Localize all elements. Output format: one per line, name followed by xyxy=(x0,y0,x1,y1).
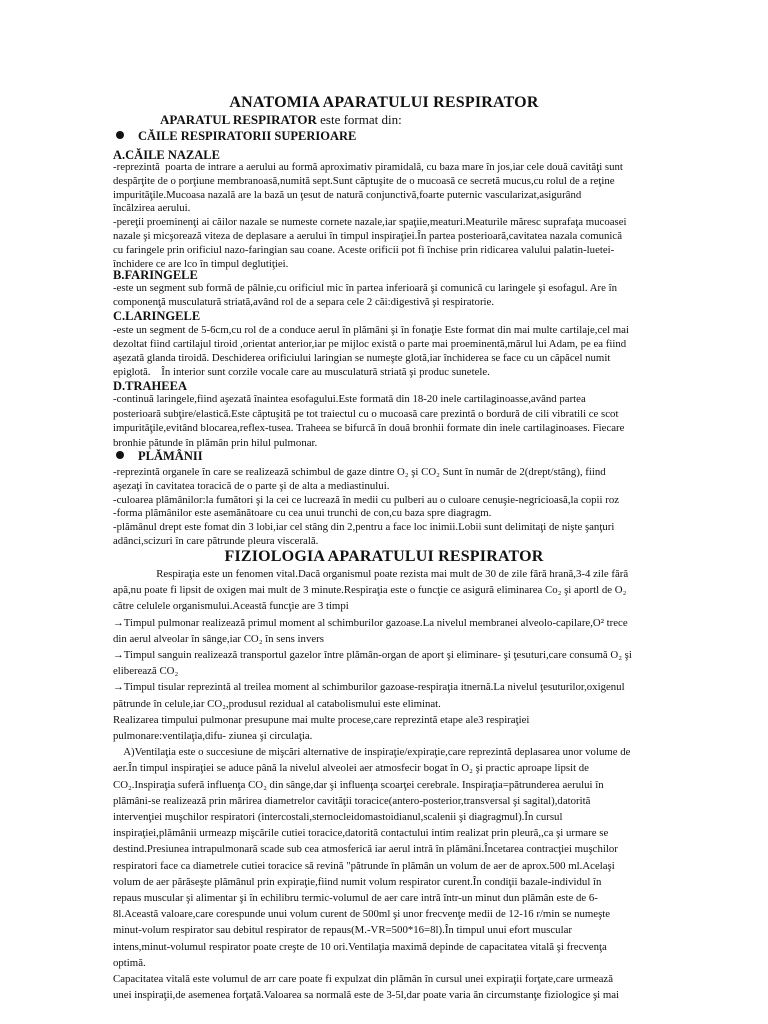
text-line: posterioară subţire/elastică.Este căptuşită pe tot traiectul cu o mucoasă care prezintă o bordură de cili vibratili ce scot xyxy=(113,407,619,420)
intro-line xyxy=(160,112,402,128)
text-line: cu faringele prin orificiul nazo-faringian sau coane. Aceste orificii pot fi închise prin ridicarea valului palatin-luetei- xyxy=(113,243,615,256)
text-line: aşezată glanda tiroidă. Deschiderea orificiului laringian se numeşte glotă,iar închiderea se face cu un căpăcel numit xyxy=(113,352,611,364)
text-line: Realizarea timpului pulmonar presupune mai multe procese,care reprezintă etape ale3 respiraţiei xyxy=(113,713,530,726)
text-line: volum de aer părăseşte plămânul prin expiraţie,fiind numit volum respirator curent.În condiţii bazale-individul în xyxy=(113,875,602,888)
text-line: Capacitatea vitală este volumul de arr care poate fi expulzat din plămân în cursul unei expiraţii forţate,care urmează xyxy=(113,973,614,985)
text-line: →Timpul tisular reprezintă al treilea moment al schimburilor gazoase-respiraţia itnernă.La nivelul ţesuturilor,oxigenul xyxy=(113,681,625,694)
bullet-lungs xyxy=(116,449,203,464)
text-line: Respiraţia este un fenomen vital.Dacă organismul poate rezista mai mult de 30 de zile fără hrană,3-4 zile fără xyxy=(113,568,629,580)
text-line: despărţite de o porţiune membranoasă,numită sept.Sunt căptuşite de o mucoasă ce secretă mucus,cu rolul de a reţine xyxy=(113,174,615,187)
text-line: adânci,scizuri în care pătrunde pleura viscerală. xyxy=(113,535,319,547)
text-line: -reprezintă poarta de intrare a aerului au formă aproximativ piramidală, cu baza mare în jos,iar cele două cavităţi sunt xyxy=(113,161,623,173)
text-line: -este un segment sub formă de pâlnie,cu orificiul mic în partea inferioară şi comunică cu laringele şi esofagul. Are în xyxy=(113,282,617,294)
text-line: destind.Presiunea intrapulmonară scade sub cea atmosferică iar aerul intră în plămâni.Încetarea contracţiei muşchilor xyxy=(113,843,618,856)
physiology-title: FIZIOLOGIA APARATULUI RESPIRATOR xyxy=(224,548,544,565)
text-line: -continuă laringele,fiind aşezată înaintea esofagului.Este formată din 18-20 inele cartilaginoasse,având partea xyxy=(113,393,586,405)
text-line: eliberează CO₂ xyxy=(113,665,179,678)
text-line: respiratori face ca diametrele cutiei toracice să revină "pătrunde în plămân un volum de aer de aprox.500 ml.Acelaşi xyxy=(113,859,615,872)
text-line: -plămânul drept este fomat din 3 lobi,iar cel stâng din 2,pentru a face loc inimii.Lobii sunt delimitaţi de nişte şanţuri xyxy=(113,521,615,534)
section-d-heading: D.TRAHEEA xyxy=(113,379,187,393)
text-line: impurităţile,evitând blocarea,reflex-tusea. Traheea se bifurcă în două bronhii formate din inele cartilaginoases. Fiecare xyxy=(113,422,625,434)
text-line: 8l.Această valoare,care corespunde unui volum curent de 500ml şi unor frecvenţe medii de 12-16 r/min se numeşte xyxy=(113,908,611,921)
text-line: încălzirea aerului. xyxy=(113,202,191,215)
intro-bold: APARATUL RESPIRATOR xyxy=(160,112,317,127)
text-line: repaus muscular şi alimentar şi în echilibru termic-volumul de aer care intră într-un minut dun plămân este de 6- xyxy=(113,892,598,904)
text-line: -forma plămânilor este asemănătoare cu cea unui trunchi de con,cu baza spre diagragm. xyxy=(113,507,492,520)
text-line: închidere ce are lco în timpul deglutiţiei. xyxy=(113,257,289,270)
text-line: →Timpul pulmonar realizează primul moment al schimburilor gazoase.La nivelul membranei alveolo-capilare,O² trece xyxy=(113,616,628,629)
text-line: din aerul alveolar în sânge,iar CO₂ în sens invers xyxy=(113,632,324,645)
text-line: către celulele organismului.Această funcţie are 3 timpi xyxy=(113,600,349,613)
section-b-heading: B.FARINGELE xyxy=(113,268,198,282)
text-line: minut-volum respirator sau debitul respirator de repaus(M.-VR=500*16=8l).În timpul unui efort muscular xyxy=(113,924,572,937)
intro-rest: este format din: xyxy=(316,112,402,127)
bullet-dot-icon xyxy=(116,451,124,459)
text-line: intens,minut-volumul respirator poate creşte de 10 ori.Ventilaţia maximă depinde de capacitatea vitală şi frecvenţa xyxy=(113,940,607,953)
text-line: optimă. xyxy=(113,956,146,969)
text-line: CO₂.Inspiraţia suferă influenţa CO₂ din sânge,dar şi influenţa scoarţei cerebrale. Inspiraţia=pătrunderea aerului în xyxy=(113,778,604,791)
bullet-dot-icon xyxy=(116,131,124,139)
text-line: impurităţile.Mucoasa nazală are la bază un ţesut de natură conjunctivă,foarte puternic vascularizat,asigurând xyxy=(113,188,582,201)
main-title: ANATOMIA APARATULUI RESPIRATOR xyxy=(229,94,539,111)
text-line: epiglotă. În interior sunt corzile vocale care au musculatură striată şi produc sunetele. xyxy=(113,366,490,378)
text-line: dezoltat fiind cartilajul tiroid ,orientat anterior,iar pe mijloc există o parte mai proeminentă,mărul lui Adam, pe ea fiind xyxy=(113,338,627,350)
text-line: plămâni-se realizează prin mărirea diametrelor cavităţii toracice(antero-posterior,transversal şi sagital),datorită xyxy=(113,794,591,807)
text-line: -reprezintă organele în care se realizează schimbul de gaze dintre O₂ şi CO₂ Sunt în număr de 2(drept/stâng), fiind xyxy=(113,466,606,478)
bullet-upper-airways-text: CĂILE RESPIRATORII SUPERIOARE xyxy=(138,129,357,143)
text-line: pătrunde în celule,iar CO₂,produsul rezidual al catabolismului este eliminat. xyxy=(113,697,441,710)
bullet-upper-airways xyxy=(116,129,356,144)
text-line: intervenţiei muşchilor respiratori (intercostali,sternocleidomastoidianul,scalenii şi diagragmul).În cursul xyxy=(113,811,563,823)
text-line: bronhie pătunde în plămân prin hilul pulmonar. xyxy=(113,436,318,449)
text-line: -pereţii proeminenţi ai căilor nazale se numeste cornete nazale,iar spaţiie,meaturi.Meaturile măresc suprafaţa mucoasei xyxy=(113,216,627,229)
section-a-heading: A.CĂILE NAZALE xyxy=(113,148,220,162)
text-line: →Timpul sanguin realizează transportul gazelor între plămân-organ de aport şi eliminare- şi ţesuturi,care consumă O₂ şi xyxy=(113,649,632,661)
section-c-heading: C.LARINGELE xyxy=(113,309,201,323)
bullet-lungs-text: PLĂMÂNII xyxy=(138,449,203,463)
text-line: apă,nu poate fi lipsit de oxigen mai mult de 3 minute.Respiraţia este o funcţie ce asigură eliminarea Co₂ şi aportl de O₂ xyxy=(113,584,627,597)
text-line: -culoarea plămânilor:la fumători şi la cei ce lucrează în medii cu pulberi au o culoare cenuşie-negricioasă,la copii roz xyxy=(113,493,620,506)
text-line: inspiraţiei,plămânii urmeazp mişcările cutiei toracice,datorită contactului intim realizat prin pleură,,ca şi urmare se xyxy=(113,827,609,840)
text-line: componenţă musculatură striată,având rol de a separa cele 2 căi:digestivă şi respiratorie. xyxy=(113,296,495,308)
text-line: aşezaţi în cavitatea toracică de o parte şi de alta a mediastinului. xyxy=(113,479,390,492)
text-line: aer.În timpul inspiraţiei se aduce până la nivelul alveolei aer atmosfecir bogat în O₂ şi practic aproape lipsit de xyxy=(113,762,589,775)
text-line: -este un segment de 5-6cm,cu rol de a conduce aerul în plămâni şi în fonaţie Este format din mai multe cartilaje,cel mai xyxy=(113,324,629,336)
text-line: A)Ventilaţia este o succesiune de mişcări alternative de inspiraţie/expiraţie,care reprezintă deplasarea unor volume de xyxy=(113,746,631,759)
text-line: pulmonare:ventilaţia,difu- ziunea şi circulaţia. xyxy=(113,730,313,742)
text-line: unei inspiraţii,de asemenea forţată.Valoarea sa normală este de 3-5l,dar poate varia ăn circumstanţe fiziologice şi mai xyxy=(113,989,620,1002)
text-line: nazale şi micşorează viteza de deplasare a aerului în timpul inspiraţiei.În partea posterioară,cavitatea nazala comunică xyxy=(113,230,622,242)
